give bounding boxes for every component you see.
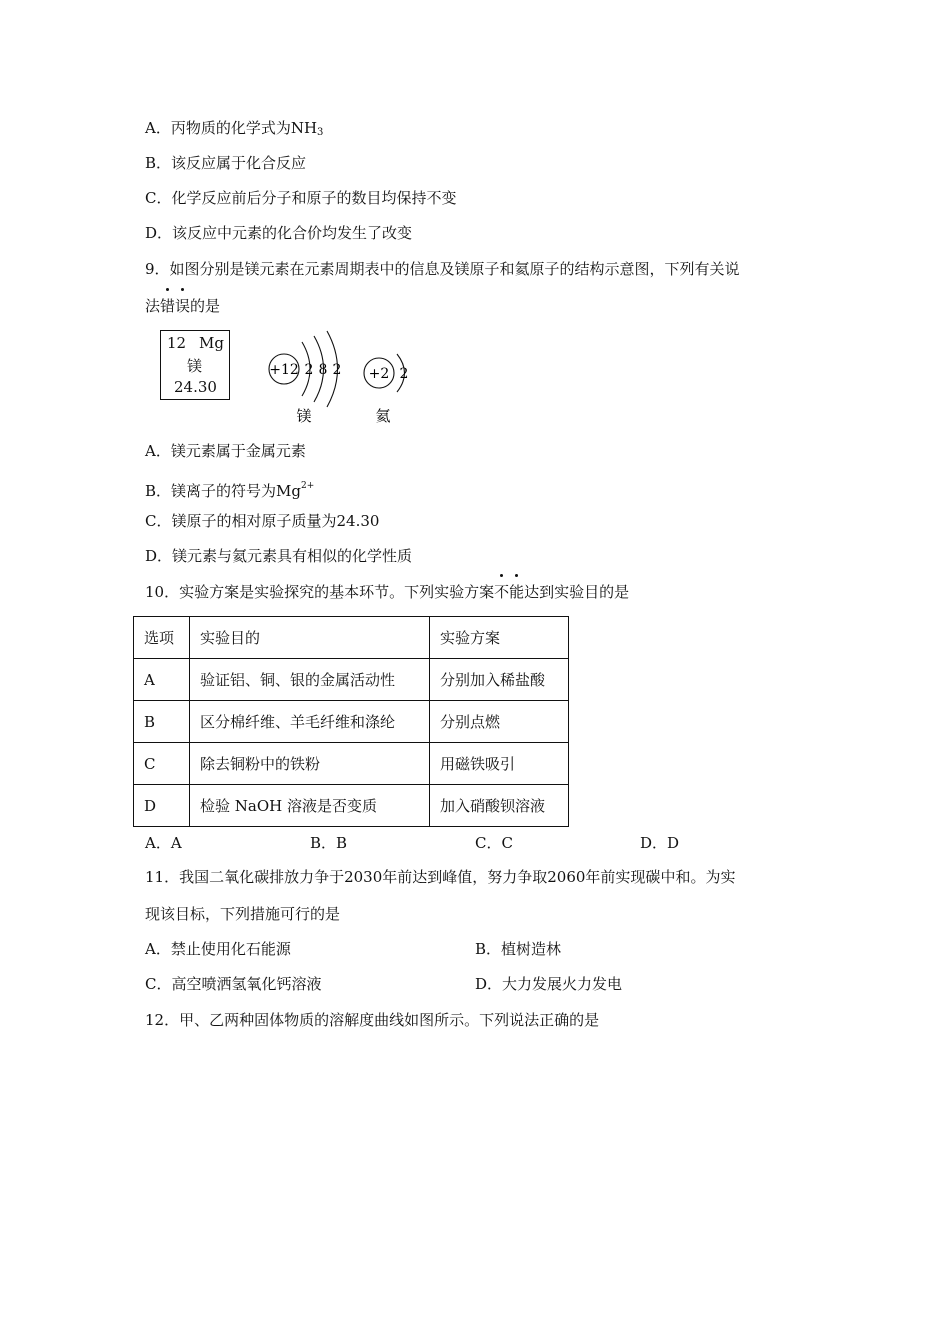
q10-emphasis	[494, 583, 524, 601]
q10-stem: 10．实验方案是实验探究的基本环节。下列实验方案不能达到实验目的是	[145, 583, 630, 601]
mg-shell-3: 2	[332, 362, 342, 378]
q12-stem: 12．甲、乙两种固体物质的溶解度曲线如图所示。下列说法正确的是	[145, 1011, 600, 1029]
table-row	[134, 659, 569, 701]
emphasis-char: 误	[175, 297, 191, 315]
table-cell: 分别点燃	[430, 701, 569, 743]
q10-option-c: C．C	[475, 834, 513, 852]
q11-option-b: B．植树造林	[475, 940, 562, 958]
mg-shell-1: 2	[304, 362, 314, 378]
q9-figure	[145, 322, 445, 432]
emphasis-char: 能	[509, 583, 525, 601]
table-row	[134, 743, 569, 785]
q10-table	[133, 616, 569, 827]
table-header-cell: 实验目的	[190, 617, 430, 659]
q9-emphasis	[160, 297, 190, 315]
he-shell-1: 2	[399, 366, 409, 382]
mg-caption: 镁	[296, 407, 312, 425]
emphasis-char: 错	[160, 297, 176, 315]
table-cell: 除去铜粉中的铁粉	[190, 743, 430, 785]
q9-option-a: A．镁元素属于金属元素	[145, 442, 306, 460]
q10-option-d: D．D	[640, 834, 680, 852]
mg-nucleus-label: +12	[269, 362, 299, 378]
table-cell: 分别加入稀盐酸	[430, 659, 569, 701]
q8-option-b: B．该反应属于化合反应	[145, 154, 307, 172]
q9-option-b: B．镁离子的符号为$Mg^{2+}$	[145, 481, 315, 500]
q8-option-a: A．丙物质的化学式为$NH_3$	[145, 119, 324, 138]
q9-stem-line1: 9．如图分别是镁元素在元素周期表中的信息及镁原子和氦原子的结构示意图，下列有关说	[145, 260, 740, 278]
table-row	[134, 701, 569, 743]
table-cell: B	[134, 701, 190, 743]
element-symbol: Mg	[199, 334, 224, 352]
table-cell: 用磁铁吸引	[430, 743, 569, 785]
q9-option-d: D．镁元素与氦元素具有相似的化学性质	[145, 547, 413, 565]
table-cell: 检验 NaOH 溶液是否变质	[190, 785, 430, 827]
table-cell: A	[134, 659, 190, 701]
table-header-cell: 实验方案	[430, 617, 569, 659]
atomic-structure-diagrams	[145, 322, 445, 432]
table-cell: 验证铝、铜、银的金属活动性	[190, 659, 430, 701]
q11-option-c: C．高空喷洒氢氧化钙溶液	[145, 975, 322, 993]
table-cell: D	[134, 785, 190, 827]
he-caption: 氦	[375, 407, 391, 425]
q9-option-c: C．镁原子的相对原子质量为24.30	[145, 512, 380, 530]
q11-stem-line2: 现该目标，下列措施可行的是	[145, 905, 341, 923]
q10-option-b: B．B	[310, 834, 348, 852]
he-nucleus-label: +2	[368, 366, 390, 382]
emphasis-char: 不	[494, 583, 510, 601]
mg-shell-2: 8	[318, 362, 328, 378]
q11-option-d: D．大力发展火力发电	[475, 975, 623, 993]
table-cell: 加入硝酸钡溶液	[430, 785, 569, 827]
q8-option-d: D．该反应中元素的化合价均发生了改变	[145, 224, 413, 242]
table-cell: 区分棉纤维、羊毛纤维和涤纶	[190, 701, 430, 743]
he-atom-diagram	[364, 354, 408, 392]
table-cell: C	[134, 743, 190, 785]
table-header-row	[134, 617, 569, 659]
q8-option-c: C．化学反应前后分子和原子的数目均保持不变	[145, 189, 457, 207]
element-number: 12	[167, 334, 187, 352]
atomic-mass: 24.30	[174, 378, 217, 396]
table-header-cell: 选项	[134, 617, 190, 659]
q9-stem-line2: 法错误的是	[145, 297, 221, 315]
q11-option-a: A．禁止使用化石能源	[145, 940, 291, 958]
q11-stem-line1: 11．我国二氧化碳排放力争于2030年前达到峰值，努力争取2060年前实现碳中和。为实	[145, 868, 736, 886]
mg-atom-diagram	[269, 331, 341, 407]
element-name: 镁	[187, 357, 203, 375]
q10-option-a: A．A	[145, 834, 182, 852]
table-row	[134, 785, 569, 827]
